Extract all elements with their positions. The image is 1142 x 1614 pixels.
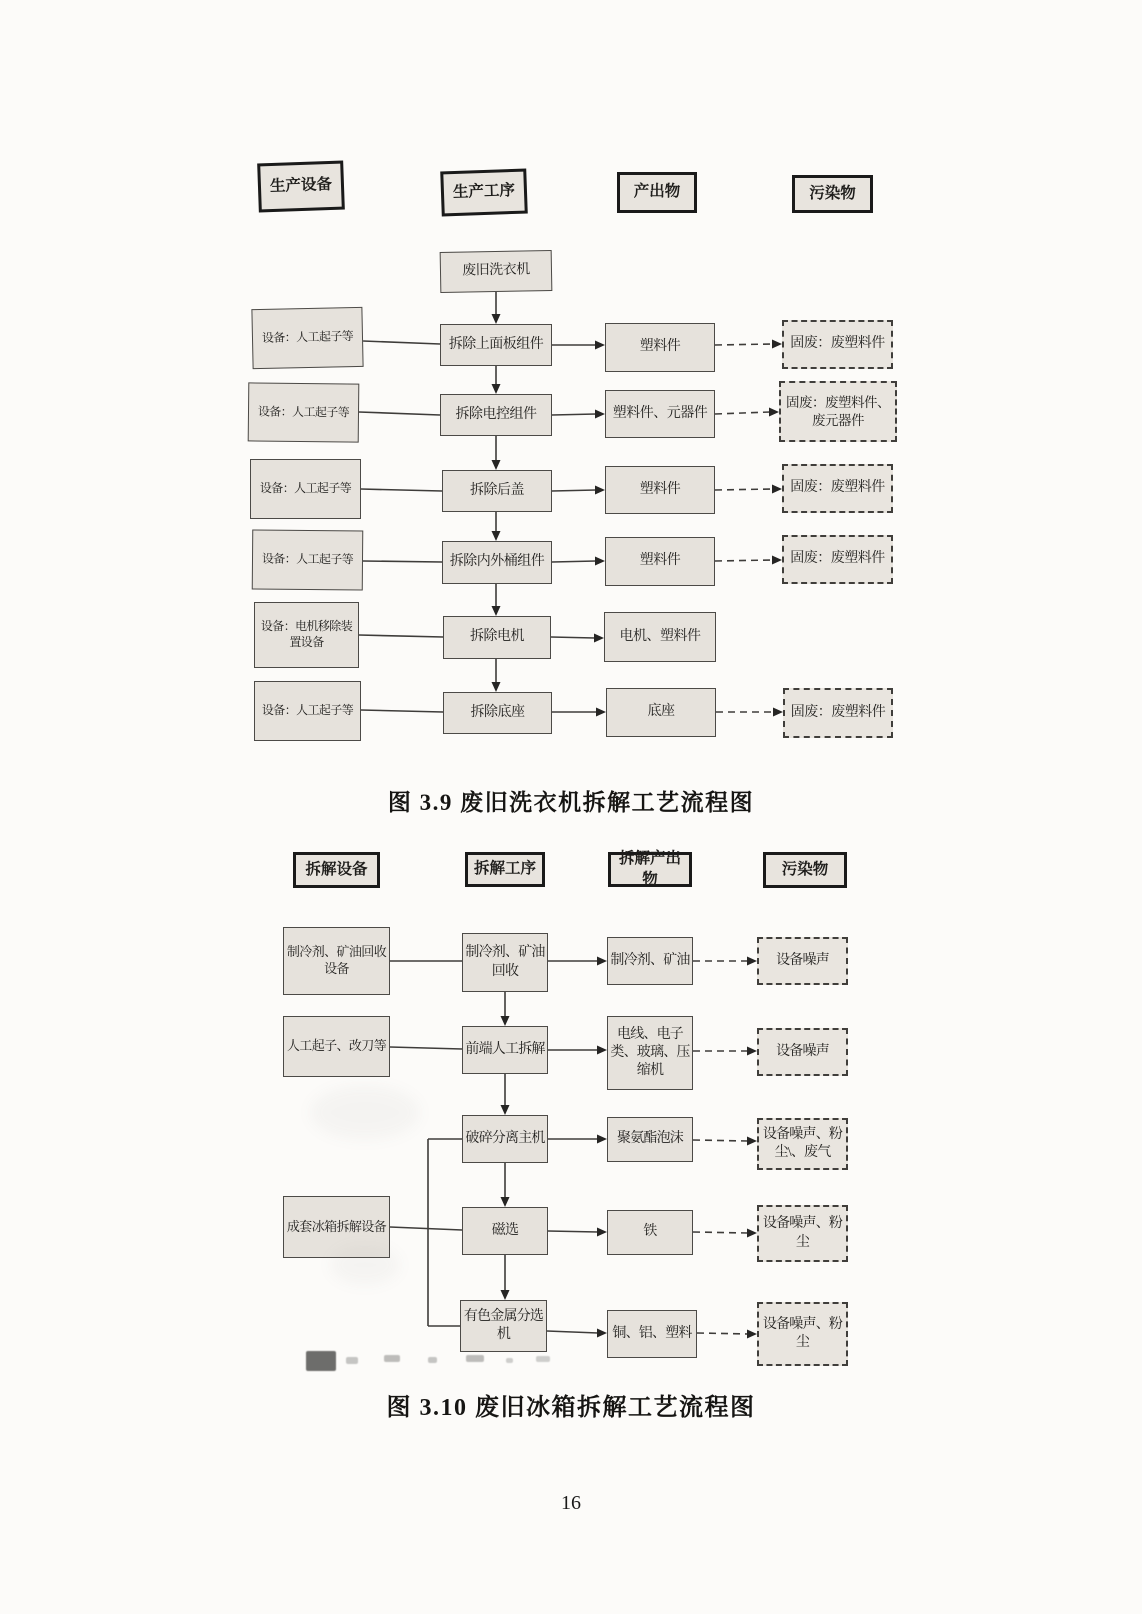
flow-box-output: 塑料件 bbox=[605, 323, 715, 372]
flow-box-pollutant: 固废：废塑料件 bbox=[782, 535, 893, 584]
flow-box-pollutant: 设备噪声、粉尘 bbox=[757, 1302, 848, 1366]
figure-caption-3-9: 图 3.9 废旧洗衣机拆解工艺流程图 bbox=[387, 790, 755, 815]
flow-box-process: 拆除底座 bbox=[443, 692, 552, 734]
flow-box-pollutant: 设备噪声、粉尘\、废气 bbox=[757, 1118, 848, 1170]
flow-box-process: 拆除电控组件 bbox=[440, 394, 552, 436]
flow-box-output: 制冷剂、矿油 bbox=[607, 937, 693, 985]
flow-box-process: 拆除后盖 bbox=[442, 470, 552, 512]
flow-box-column-header: 拆解设备 bbox=[293, 852, 380, 888]
flow-box-output: 电线、电子类、玻璃、压缩机 bbox=[607, 1016, 693, 1090]
flow-box-column-header: 污染物 bbox=[792, 175, 873, 213]
flow-box-process: 磁选 bbox=[462, 1207, 548, 1255]
flow-box-output: 塑料件、元器件 bbox=[605, 390, 715, 438]
flow-box-equipment: 成套冰箱拆解设备 bbox=[283, 1196, 390, 1258]
flow-box-output: 塑料件 bbox=[605, 466, 715, 514]
flow-box-pollutant: 固废：废塑料件 bbox=[782, 320, 893, 369]
flow-box-process: 制冷剂、矿油回收 bbox=[462, 933, 548, 992]
flow-box-equipment: 设备：人工起子等 bbox=[254, 681, 361, 741]
flow-box-equipment: 设备：人工起子等 bbox=[250, 459, 361, 519]
flow-box-process: 拆除电机 bbox=[443, 616, 551, 659]
flow-box-column-header: 拆解产出物 bbox=[608, 852, 692, 887]
flow-box-process: 有色金属分选机 bbox=[460, 1300, 547, 1352]
flow-box-output: 铜、铝、塑料 bbox=[607, 1310, 697, 1358]
scan-smudge bbox=[330, 1245, 400, 1285]
scan-smudge bbox=[310, 1085, 420, 1140]
flow-box-pollutant: 固废：废塑料件 bbox=[783, 688, 893, 738]
flow-box-pollutant: 固废：废塑料件、废元器件 bbox=[779, 381, 897, 442]
flow-box-pollutant: 设备噪声、粉尘 bbox=[757, 1205, 848, 1262]
flow-box-output: 塑料件 bbox=[605, 537, 715, 586]
flow-box-output: 铁 bbox=[607, 1210, 693, 1255]
flow-box-output: 电机、塑料件 bbox=[604, 612, 716, 662]
flow-box-column-header: 生产设备 bbox=[257, 161, 345, 213]
flow-box-process: 拆除内外桶组件 bbox=[442, 541, 552, 584]
flow-box-column-header: 拆解工序 bbox=[465, 852, 545, 887]
flow-box-output: 底座 bbox=[606, 688, 716, 737]
flow-box-source: 废旧洗衣机 bbox=[440, 250, 553, 293]
page-number: 16 bbox=[561, 1492, 581, 1514]
figure-caption-3-10: 图 3.10 废旧冰箱拆解工艺流程图 bbox=[386, 1395, 756, 1421]
flow-box-pollutant: 设备噪声 bbox=[757, 1028, 848, 1076]
flow-box-equipment: 设备：人工起子等 bbox=[252, 530, 364, 591]
flow-box-pollutant: 固废：废塑料件 bbox=[782, 464, 893, 513]
flow-box-process: 前端人工拆解 bbox=[462, 1026, 548, 1074]
flow-box-output: 聚氨酯泡沫 bbox=[607, 1117, 693, 1162]
flow-box-pollutant: 设备噪声 bbox=[757, 937, 848, 985]
flow-box-process: 破碎分离主机 bbox=[462, 1115, 548, 1163]
flow-box-equipment: 设备：人工起子等 bbox=[248, 382, 360, 442]
flow-box-equipment: 制冷剂、矿油回收设备 bbox=[283, 927, 390, 995]
flow-box-column-header: 产出物 bbox=[617, 172, 697, 213]
flow-box-equipment: 设备：电机移除装置设备 bbox=[254, 602, 359, 668]
flow-box-process: 拆除上面板组件 bbox=[440, 324, 552, 366]
flow-box-column-header: 污染物 bbox=[763, 852, 847, 888]
flow-box-equipment: 设备：人工起子等 bbox=[251, 307, 363, 369]
flow-box-equipment: 人工起子、改刀等 bbox=[283, 1016, 390, 1077]
flow-box-column-header: 生产工序 bbox=[440, 169, 528, 217]
